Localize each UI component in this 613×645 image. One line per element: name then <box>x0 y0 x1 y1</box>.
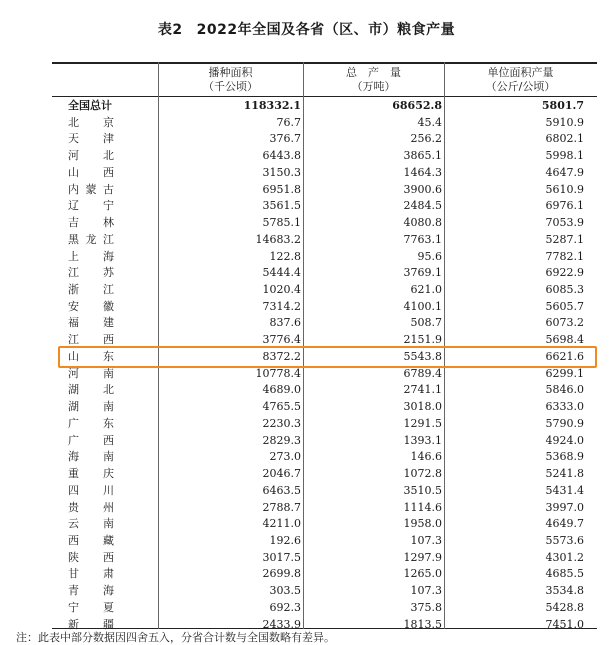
yield-cell: 5573.6 <box>545 533 584 547</box>
total-output-cell: 6789.4 <box>403 366 442 380</box>
total-output-cell: 375.8 <box>410 600 442 614</box>
highlight-box <box>58 346 597 368</box>
header-total-output <box>303 66 444 94</box>
table-row-total <box>52 98 597 115</box>
table-row <box>52 215 597 232</box>
table-row <box>52 232 597 249</box>
sown-area-cell: 10778.4 <box>255 366 301 380</box>
sown-area-cell: 3150.3 <box>262 165 301 179</box>
sown-area-cell: 303.5 <box>269 584 301 598</box>
total-output-cell: 7763.1 <box>403 232 442 246</box>
table-row <box>52 449 597 466</box>
total-output-cell: 3769.1 <box>403 266 442 280</box>
yield-cell: 3997.0 <box>545 500 584 514</box>
sown-area-cell: 3017.5 <box>262 550 301 564</box>
yield-cell: 4301.2 <box>545 550 584 564</box>
region-cell: 辽宁 <box>68 199 114 213</box>
region-cell: 四川 <box>68 483 114 497</box>
region-cell: 新疆 <box>68 617 114 631</box>
table-row <box>52 148 597 165</box>
total-output-cell: 1114.6 <box>403 500 442 514</box>
total-output-cell: 5543.8 <box>403 349 442 363</box>
table-row <box>52 500 597 517</box>
total-output-cell: 1464.3 <box>403 165 442 179</box>
yield-cell: 3534.8 <box>545 584 584 598</box>
sown-area-cell: 6463.5 <box>262 483 301 497</box>
sown-area-cell: 122.8 <box>269 249 301 263</box>
total-output-cell: 256.2 <box>410 132 442 146</box>
total-output-cell: 621.0 <box>410 283 442 297</box>
yield-cell: 6073.2 <box>545 316 584 330</box>
table-row <box>52 399 597 416</box>
sown-area-cell: 1020.4 <box>262 283 301 297</box>
total-output-cell: 1291.5 <box>403 416 442 430</box>
total-output-cell: 107.3 <box>410 584 442 598</box>
yield-cell: 6922.9 <box>545 266 584 280</box>
table-row <box>52 583 597 600</box>
sown-area-cell: 2699.8 <box>262 567 301 581</box>
header-yield-per-area <box>444 66 597 94</box>
yield-cell: 6976.1 <box>545 199 584 213</box>
yield-cell: 5241.8 <box>545 467 584 481</box>
region-cell: 天津 <box>68 132 114 146</box>
region-cell: 河北 <box>68 149 114 163</box>
region-cell: 青海 <box>68 584 114 598</box>
table-row <box>52 600 597 617</box>
region-cell: 甘肃 <box>68 567 114 581</box>
sown-area-cell: 376.7 <box>269 132 301 146</box>
total-output-cell: 146.6 <box>410 450 442 464</box>
region-cell: 重庆 <box>68 467 114 481</box>
region-cell: 黑龙江 <box>68 232 114 246</box>
sown-area-cell: 4211.0 <box>262 517 301 531</box>
yield-cell: 7782.1 <box>545 249 584 263</box>
total-output-cell: 1393.1 <box>403 433 442 447</box>
sown-area-cell: 692.3 <box>269 600 301 614</box>
total-output-cell: 2741.1 <box>403 383 442 397</box>
yield-cell: 5431.4 <box>545 483 584 497</box>
region-cell: 江西 <box>68 333 114 347</box>
region-cell: 吉林 <box>68 216 114 230</box>
table-footnote: 注：此表中部分数据因四舍五入，分省合计数与全国数略有差异。 <box>16 631 335 644</box>
region-cell: 陕西 <box>68 550 114 564</box>
region-cell: 内蒙古 <box>68 182 114 196</box>
sown-area-cell: 3561.5 <box>262 199 301 213</box>
total-output-cell: 2151.9 <box>403 333 442 347</box>
region-cell: 广东 <box>68 416 114 430</box>
yield-cell: 6299.1 <box>545 366 584 380</box>
table-row <box>52 282 597 299</box>
table-title <box>0 19 613 39</box>
total-output-cell: 1297.9 <box>403 550 442 564</box>
region-cell: 宁夏 <box>68 600 114 614</box>
region-cell: 全国总计 <box>68 99 112 112</box>
yield-cell: 4647.9 <box>545 165 584 179</box>
sown-area-cell: 8372.2 <box>262 349 301 363</box>
total-output-cell: 2484.5 <box>403 199 442 213</box>
yield-cell: 5998.1 <box>545 149 584 163</box>
sown-area-cell: 2433.9 <box>262 617 301 631</box>
table-row <box>52 131 597 148</box>
header-sown-area <box>158 66 303 94</box>
region-cell: 广西 <box>68 433 114 447</box>
yield-cell: 4924.0 <box>545 433 584 447</box>
yield-cell: 7451.0 <box>545 617 584 631</box>
table-row <box>52 483 597 500</box>
table-row <box>52 533 597 550</box>
yield-cell: 4685.5 <box>545 567 584 581</box>
table-row <box>52 516 597 533</box>
total-output-cell: 3510.5 <box>403 483 442 497</box>
total-output-cell: 1265.0 <box>403 567 442 581</box>
region-cell: 北京 <box>68 115 114 129</box>
sown-area-cell: 7314.2 <box>262 299 301 313</box>
total-output-cell: 107.3 <box>410 533 442 547</box>
yield-cell: 5287.1 <box>545 232 584 246</box>
total-output-cell: 95.6 <box>417 249 442 263</box>
table-row <box>52 299 597 316</box>
region-cell: 山西 <box>68 165 114 179</box>
region-cell: 上海 <box>68 249 114 263</box>
header-bottom-rule <box>52 96 597 97</box>
yield-cell: 6621.6 <box>545 349 584 363</box>
region-cell: 山东 <box>68 349 114 363</box>
yield-cell: 6333.0 <box>545 400 584 414</box>
total-output-cell: 508.7 <box>410 316 442 330</box>
table-row <box>52 315 597 332</box>
yield-cell: 5428.8 <box>545 600 584 614</box>
yield-cell: 4649.7 <box>545 517 584 531</box>
header-unit: （公斤/公顷） <box>485 80 556 93</box>
table-row <box>52 466 597 483</box>
table-number: 表2 <box>157 22 183 38</box>
sown-area-cell: 837.6 <box>269 316 301 330</box>
total-output-cell: 68652.8 <box>392 99 442 112</box>
sown-area-cell: 118332.1 <box>243 99 301 112</box>
table-top-rule <box>52 62 597 64</box>
table-row <box>52 198 597 215</box>
region-cell: 安徽 <box>68 299 114 313</box>
total-output-cell: 1958.0 <box>403 517 442 531</box>
sown-area-cell: 3776.4 <box>262 333 301 347</box>
table-row <box>52 249 597 266</box>
sown-area-cell: 76.7 <box>276 115 301 129</box>
region-cell: 海南 <box>68 450 114 464</box>
total-output-cell: 1072.8 <box>403 467 442 481</box>
sown-area-cell: 2788.7 <box>262 500 301 514</box>
yield-cell: 5790.9 <box>545 416 584 430</box>
yield-cell: 5846.0 <box>545 383 584 397</box>
sown-area-cell: 5444.4 <box>262 266 301 280</box>
sown-area-cell: 4689.0 <box>262 383 301 397</box>
total-output-cell: 1813.5 <box>403 617 442 631</box>
table-row <box>52 265 597 282</box>
sown-area-cell: 2829.3 <box>262 433 301 447</box>
header-label: 总 产 量 <box>346 66 401 79</box>
sown-area-cell: 14683.2 <box>255 232 301 246</box>
sown-area-cell: 2046.7 <box>262 467 301 481</box>
yield-cell: 5698.4 <box>545 333 584 347</box>
table-row <box>52 416 597 433</box>
total-output-cell: 4080.8 <box>403 216 442 230</box>
sown-area-cell: 192.6 <box>269 533 301 547</box>
table-row <box>52 165 597 182</box>
total-output-cell: 4100.1 <box>403 299 442 313</box>
yield-cell: 5368.9 <box>545 450 584 464</box>
total-output-cell: 3865.1 <box>403 149 442 163</box>
yield-cell: 5910.9 <box>545 115 584 129</box>
table-row <box>52 182 597 199</box>
table-row <box>52 115 597 132</box>
table-row <box>52 433 597 450</box>
sown-area-cell: 4765.5 <box>262 400 301 414</box>
region-cell: 湖南 <box>68 400 114 414</box>
total-output-cell: 3018.0 <box>403 400 442 414</box>
sown-area-cell: 6443.8 <box>262 149 301 163</box>
region-cell: 西藏 <box>68 533 114 547</box>
yield-cell: 6802.1 <box>545 132 584 146</box>
region-cell: 江苏 <box>68 266 114 280</box>
header-unit: （千公顷） <box>203 80 258 93</box>
total-output-cell: 3900.6 <box>403 182 442 196</box>
yield-cell: 5610.9 <box>545 182 584 196</box>
table-title-text: 2022年全国及各省（区、市）粮食产量 <box>196 22 456 38</box>
table-row <box>52 550 597 567</box>
table-row <box>52 566 597 583</box>
region-cell: 云南 <box>68 517 114 531</box>
sown-area-cell: 6951.8 <box>262 182 301 196</box>
table-row <box>52 366 597 383</box>
yield-cell: 7053.9 <box>545 216 584 230</box>
header-unit: （万吨） <box>351 80 396 93</box>
sown-area-cell: 273.0 <box>269 450 301 464</box>
region-cell: 贵州 <box>68 500 114 514</box>
header-label: 播种面积 <box>208 66 253 79</box>
sown-area-cell: 2230.3 <box>262 416 301 430</box>
region-cell: 浙江 <box>68 283 114 297</box>
region-cell: 福建 <box>68 316 114 330</box>
table-row <box>52 382 597 399</box>
header-label: 单位面积产量 <box>487 66 554 79</box>
yield-cell: 5605.7 <box>545 299 584 313</box>
yield-cell: 5801.7 <box>541 99 584 112</box>
region-cell: 河南 <box>68 366 114 380</box>
sown-area-cell: 5785.1 <box>262 216 301 230</box>
region-cell: 湖北 <box>68 383 114 397</box>
total-output-cell: 45.4 <box>417 115 442 129</box>
yield-cell: 6085.3 <box>545 283 584 297</box>
